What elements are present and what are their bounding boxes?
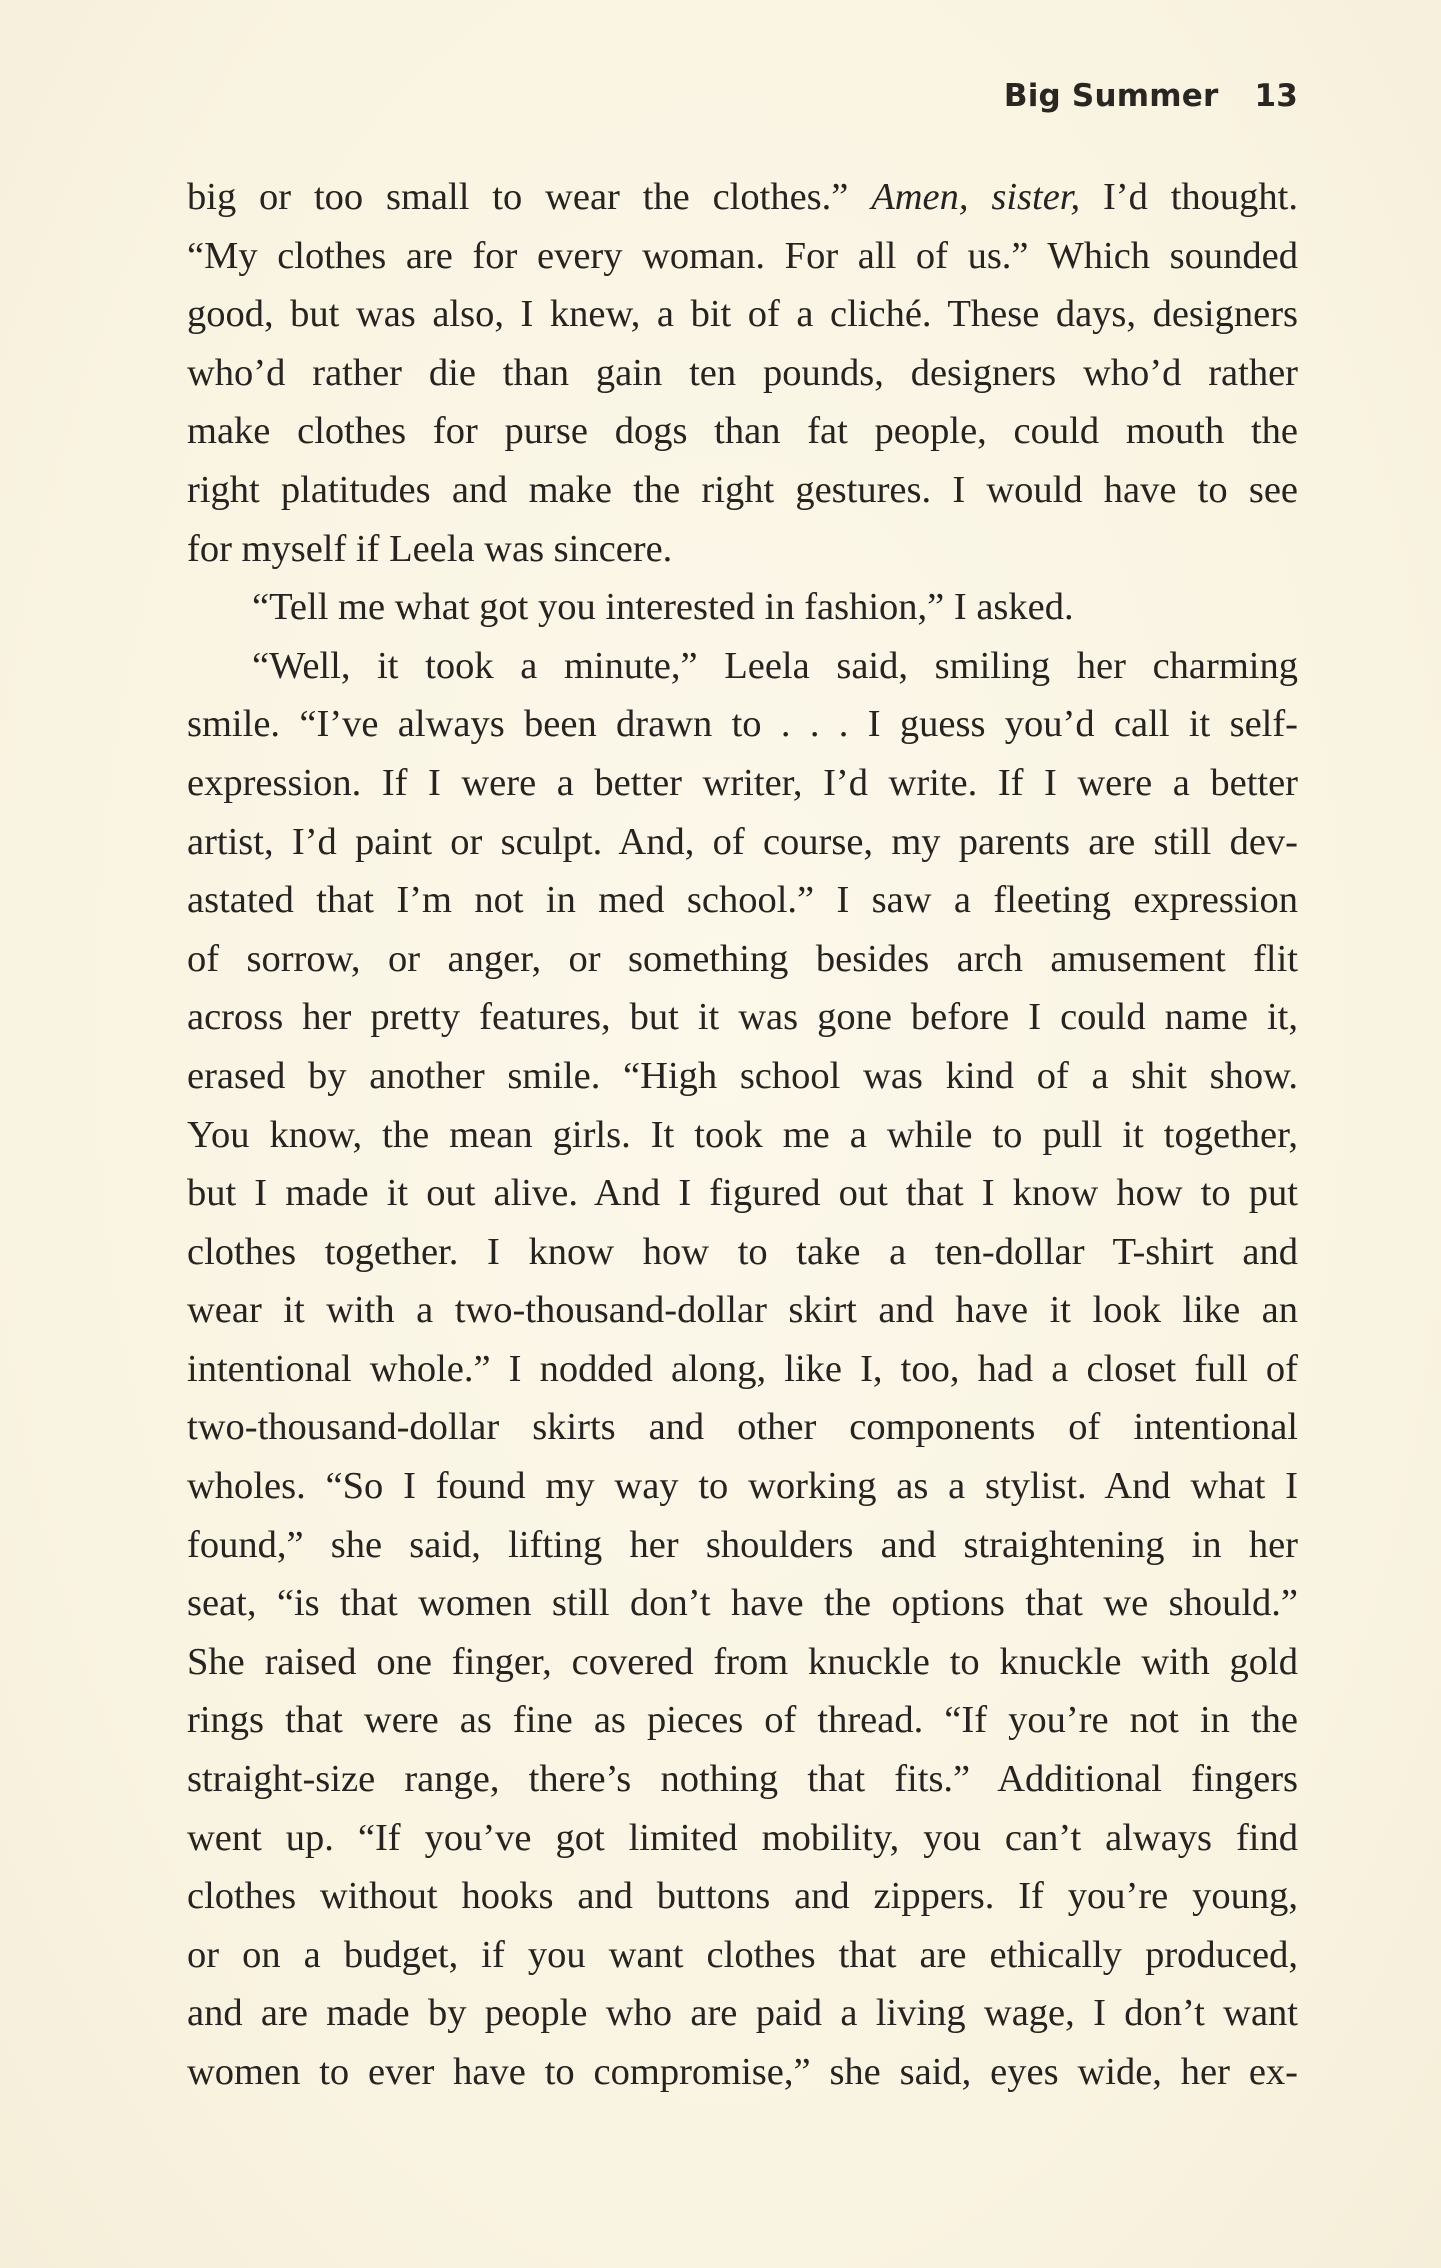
text-line: “Tell me what got you interested in fashion,” I asked. (252, 586, 1074, 629)
text-line: wholes. “So I found my way to working as a stylist. And what I (187, 1465, 1298, 1508)
running-title: Big Summer (1003, 78, 1219, 114)
running-header (1004, 78, 1298, 114)
text-line: You know, the mean girls. It took me a while to pull it together, (187, 1113, 1298, 1156)
text-line: straight-size range, there’s nothing that fits.” Additional fingers (187, 1758, 1298, 1801)
text-line: big or too small to wear the clothes.” Amen, sister, I’d thought. (187, 176, 1298, 218)
text-line: but I made it out alive. And I figured out that I know how to put (187, 1172, 1298, 1215)
text-line: astated that I’m not in med school.” I saw a fleeting expression (187, 879, 1298, 922)
text-line: right platitudes and make the right gestures. I would have to see (187, 468, 1298, 511)
text-line: “My clothes are for every woman. For all of us.” Which sounded (187, 234, 1298, 277)
text-line: rings that were as fine as pieces of thread. “If you’re not in the (187, 1699, 1298, 1742)
text-line: intentional whole.” I nodded along, like I, too, had a closet full of (187, 1347, 1298, 1390)
text-line: expression. If I were a better writer, I’d write. If I were a better (187, 761, 1298, 804)
text-line: went up. “If you’ve got limited mobility, you can’t always find (187, 1816, 1298, 1859)
page-number: 13 (1254, 78, 1298, 114)
text-line: women to ever have to compromise,” she said, eyes wide, her ex- (187, 2051, 1298, 2093)
text-line: found,” she said, lifting her shoulders and straightening in her (187, 1523, 1298, 1566)
text-line: two-thousand-dollar skirts and other components of intentional (187, 1406, 1298, 1449)
body-text (187, 168, 1298, 2102)
text-line: artist, I’d paint or sculpt. And, of course, my parents are still dev- (187, 820, 1298, 863)
text-line: She raised one finger, covered from knuckle to knuckle with gold (187, 1640, 1298, 1683)
text-line: and are made by people who are paid a living wage, I don’t want (187, 1992, 1298, 2035)
text-line: good, but was also, I knew, a bit of a cliché. These days, designers (187, 293, 1298, 336)
text-line: smile. “I’ve always been drawn to . . . I guess you’d call it self- (187, 703, 1298, 746)
text-line: clothes without hooks and buttons and zippers. If you’re young, (187, 1875, 1298, 1918)
text-line: make clothes for purse dogs than fat people, could mouth the (187, 410, 1298, 453)
italic-phrase: Amen, sister, (871, 176, 1081, 218)
text-line: of sorrow, or anger, or something besides arch amusement flit (187, 937, 1298, 980)
text-line: clothes together. I know how to take a ten-dollar T-shirt and (187, 1230, 1298, 1273)
text-line: or on a budget, if you want clothes that are ethically produced, (187, 1933, 1298, 1976)
text-line: “Well, it took a minute,” Leela said, smiling her charming (252, 644, 1298, 687)
text-line: for myself if Leela was sincere. (187, 527, 673, 570)
text-line: wear it with a two-thousand-dollar skirt and have it look like an (187, 1289, 1298, 1332)
text-line: seat, “is that women still don’t have the options that we should.” (187, 1582, 1298, 1625)
text-line: across her pretty features, but it was gone before I could name it, (187, 996, 1298, 1039)
text-line: who’d rather die than gain ten pounds, designers who’d rather (187, 351, 1298, 394)
text-line: erased by another smile. “High school was kind of a shit show. (187, 1054, 1298, 1097)
